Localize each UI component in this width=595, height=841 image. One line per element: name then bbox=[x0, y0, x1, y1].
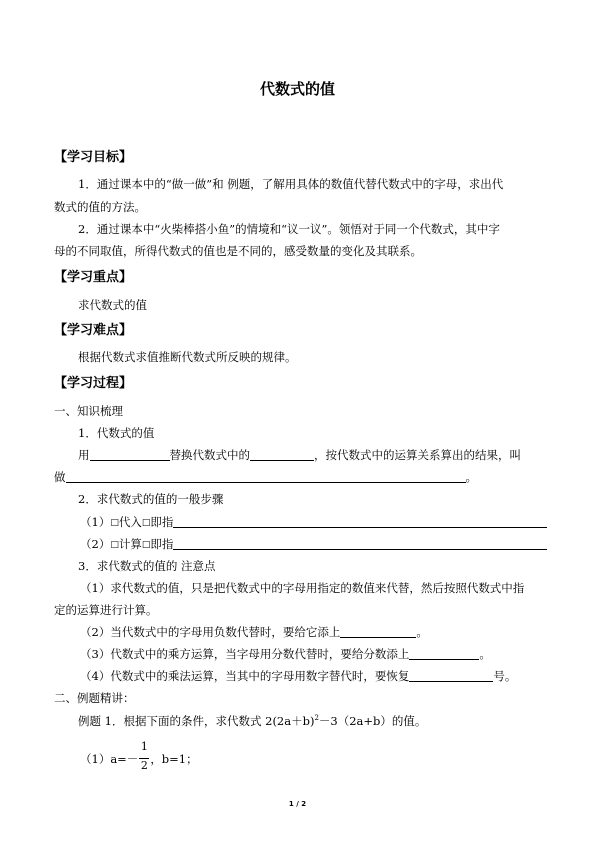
item1-use-text: 用 bbox=[78, 448, 90, 462]
focus-text: 求代数式的值 bbox=[78, 298, 147, 312]
note3-text: （3）代数式中的乘方运算，当字母用分数代替时，要给分数添上 bbox=[80, 647, 410, 661]
example1-text-b: －3（2a+b）的值。 bbox=[318, 714, 427, 728]
example1-text-a: 例题 1．根据下面的条件，求代数式 2(2a＋b) bbox=[78, 714, 315, 728]
step2-line bbox=[80, 536, 544, 552]
fraction-one-half bbox=[138, 740, 150, 774]
exponent: 2 bbox=[314, 714, 319, 723]
step1-prefix: （1） bbox=[80, 515, 111, 529]
note4-text: （4）代数式中的乘法运算，当其中的字母用数字替代时，要恢复 bbox=[80, 669, 410, 683]
blank-letter[interactable] bbox=[250, 448, 314, 461]
step2-prefix: （2） bbox=[80, 537, 111, 551]
item2-label: 2．求代数式的值的一般步骤 bbox=[78, 492, 224, 506]
goal-1-line-1: 1．通过课本中的“做一做”和 例题，了解用具体的数值代替代数式中的字母，求出代 bbox=[78, 177, 504, 191]
blank-note4[interactable] bbox=[409, 669, 493, 682]
blank-note3[interactable] bbox=[409, 647, 479, 660]
item1-definition-line bbox=[78, 447, 544, 463]
note2-period: 。 bbox=[416, 625, 428, 639]
item1-call-line bbox=[54, 469, 544, 485]
box-glyph: □ bbox=[141, 540, 151, 550]
process-heading: 【学习过程】 bbox=[54, 376, 133, 391]
part2-label: 二、例题精讲： bbox=[54, 691, 135, 705]
note4-line bbox=[80, 668, 544, 684]
condition1-line bbox=[80, 740, 544, 774]
blank-definition[interactable] bbox=[66, 470, 466, 483]
step2-tail: 即指 bbox=[150, 537, 174, 551]
note1-line-1: （1）求代数式的值，只是把代数式中的字母用指定的数值来代替，然后按照代数式中指 bbox=[80, 581, 525, 595]
goal-2-line-1: 2．通过课本中“火柴棒搭小鱼”的情境和“议一议”。领悟对于同一个代数式，其中字 bbox=[78, 222, 500, 236]
item3-label: 3．求代数式的值的 注意点 bbox=[78, 559, 216, 573]
difficulty-heading: 【学习难点】 bbox=[54, 323, 133, 338]
focus-heading: 【学习重点】 bbox=[54, 270, 133, 285]
part1-label: 一、知识梳理 bbox=[54, 404, 123, 418]
note2-line bbox=[80, 624, 544, 640]
note3-period: 。 bbox=[479, 647, 491, 661]
step2-word: 计算 bbox=[118, 537, 142, 551]
goal-2-line-2: 母的不同取值，所得代数式的值也是不同的，感受数量的变化及其联系。 bbox=[54, 244, 422, 258]
item1-replace-text: 替换代数式中的 bbox=[169, 448, 250, 462]
condition1-text-a: （1）a=－ bbox=[80, 752, 139, 766]
goal-1-line-2: 数式的值的方法。 bbox=[54, 200, 146, 214]
item1-period: 。 bbox=[465, 470, 477, 484]
box-glyph: □ bbox=[141, 518, 151, 528]
note1-line-2: 定的运算进行计算。 bbox=[54, 603, 158, 617]
example1-line bbox=[78, 713, 544, 729]
difficulty-text: 根据代数式求值推断代数式所反映的规律。 bbox=[78, 350, 297, 364]
page-number: 1 / 2 bbox=[288, 800, 307, 808]
blank-value[interactable] bbox=[90, 448, 170, 461]
step1-tail: 即指 bbox=[150, 515, 174, 529]
step1-line bbox=[80, 514, 544, 530]
page-title: 代数式的值 bbox=[259, 80, 335, 98]
item1-result-text: ，按代数式中的运算关系算出的结果，叫 bbox=[314, 448, 521, 462]
fraction-numerator: 1 bbox=[140, 740, 148, 753]
box-glyph: □ bbox=[110, 518, 119, 528]
note2-text: （2）当代数式中的字母用负数代替时，要给它添上 bbox=[80, 625, 341, 639]
note3-line bbox=[80, 646, 544, 662]
condition1-text-b: ，b=1； bbox=[150, 752, 198, 766]
goals-heading: 【学习目标】 bbox=[54, 150, 133, 165]
box-glyph: □ bbox=[110, 540, 119, 550]
item1-call-text: 做 bbox=[54, 470, 66, 484]
fraction-denominator: 2 bbox=[140, 759, 148, 772]
blank-step1[interactable] bbox=[173, 515, 547, 528]
blank-note2[interactable] bbox=[340, 625, 416, 638]
item1-label: 1．代数式的值 bbox=[78, 426, 155, 440]
blank-step2[interactable] bbox=[173, 537, 547, 550]
note4-tail: 号。 bbox=[493, 669, 517, 683]
step1-word: 代入 bbox=[118, 515, 142, 529]
